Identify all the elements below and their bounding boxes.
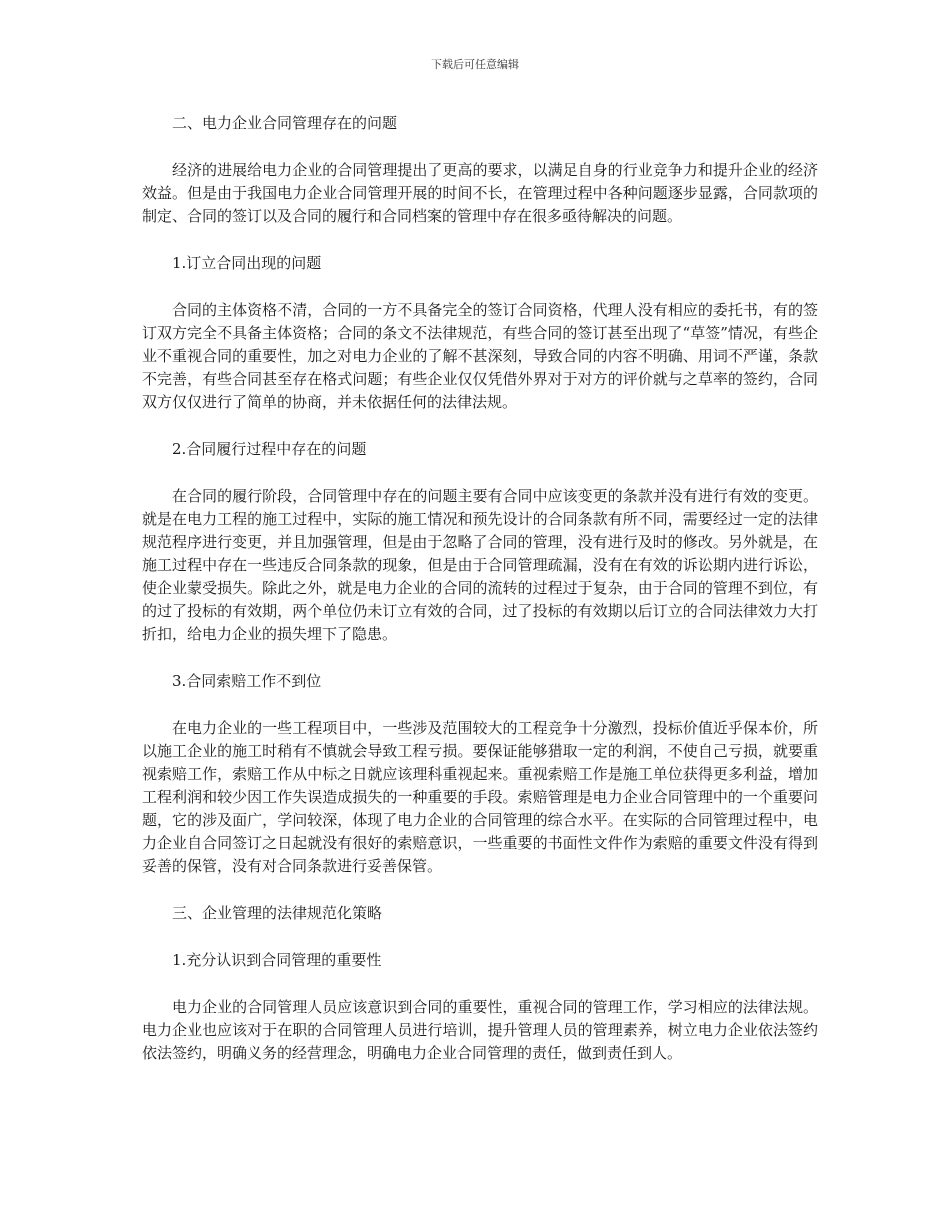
paragraph: 经济的进展给电力企业的合同管理提出了更高的要求，以满足自身的行业竞争力和提升企业的经济效益。但是由于我国电力企业合同管理开展的时间不长，在管理过程中各种问题逐步显露，合同款项的制定、合同的签订以及合同的履行和合同档案的管理中存在很多亟待解决的问题。 — [142, 161, 818, 225]
paragraph: 在电力企业的一些工程项目中，一些涉及范围较大的工程竞争十分激烈，投标价值近乎保本价，所以施工企业的施工时稍有不慎就会导致工程亏损。要保证能够猎取一定的利润，不使自己亏损，就要重视索赔工作，索赔工作从中标之日就应该理科重视起来。重视索赔工作是施工单位获得更多利益，增加工程利润和较少因工作失误造成损失的一种重要的手段。索赔管理是电力企业合同管理中的一个重要问题，它的涉及面广，学问较深，体现了电力企业的合同管理的综合水平。在实际的合同管理过程中，电力企业自合同签订之日起就没有很好的索赔意识，一些重要的书面性文件作为索赔的重要文件没有得到妥善的保管，没有对合同条款进行妥善保管。 — [142, 719, 818, 875]
subsection-heading: 2.合同履行过程中存在的问题 — [172, 440, 367, 458]
paragraph: 合同的主体资格不清，合同的一方不具备完全的签订合同资格，代理人没有相应的委托书，有的签订双方完全不具备主体资格；合同的条文不法律规范，有些合同的签订甚至出现了“草签”情况，有些企业不重视合同的重要性，加之对电力企业的了解不甚深刻，导致合同的内容不明确、用词不严谨，条款不完善，有些合同甚至存在格式问题；有些企业仅仅凭借外界对于对方的评价就与之草率的签约，合同双方仅仅进行了简单的协商，并未依据任何的法律法规。 — [142, 301, 818, 411]
subsection-heading: 3.合同索赔工作不到位 — [172, 672, 322, 690]
section-heading: 三、企业管理的法律规范化策略 — [172, 904, 383, 922]
subsection-heading: 1.订立合同出现的问题 — [172, 254, 322, 272]
paragraph: 电力企业的合同管理人员应该意识到合同的重要性，重视合同的管理工作，学习相应的法律法规。电力企业也应该对于在职的合同管理人员进行培训，提升管理人员的管理素养，树立电力企业依法签约依法签约，明确义务的经营理念，明确电力企业合同管理的责任，做到责任到人。 — [142, 998, 818, 1062]
paragraph: 在合同的履行阶段，合同管理中存在的问题主要有合同中应该变更的条款并没有进行有效的变更。就是在电力工程的施工过程中，实际的施工情况和预先设计的合同条款有所不同，需要经过一定的法律规范程序进行变更，并且加强管理，但是由于忽略了合同的管理，没有进行及时的修改。另外就是，在施工过程中存在一些违反合同条款的现象，但是由于合同管理疏漏，没有在有效的诉讼期内进行诉讼，使企业蒙受损失。除此之外，就是电力企业的合同的流转的过程过于复杂，由于合同的管理不到位，有的过了投标的有效期，两个单位仍未订立有效的合同，过了投标的有效期以后订立的合同法律效力大打折扣，给电力企业的损失埋下了隐患。 — [142, 487, 818, 643]
header-note: 下载后可任意编辑 — [431, 58, 519, 71]
section-heading: 二、电力企业合同管理存在的问题 — [172, 114, 398, 132]
subsection-heading: 1.充分认识到合同管理的重要性 — [172, 951, 382, 969]
document-body — [142, 112, 818, 1089]
